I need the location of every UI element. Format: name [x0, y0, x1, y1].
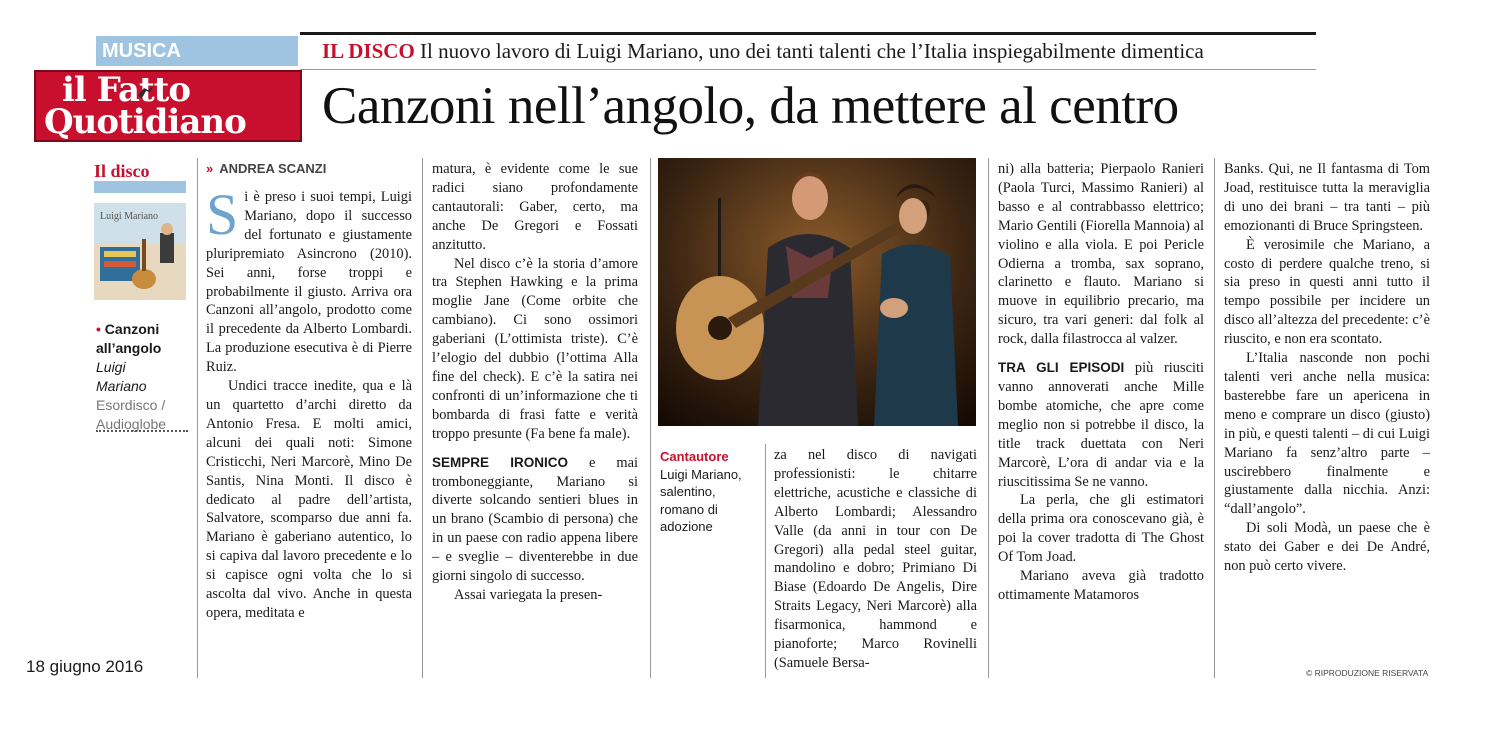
- column-rule: [765, 444, 766, 678]
- crow-icon: [136, 82, 156, 102]
- article-column-1: [206, 182, 412, 623]
- logo-line-2: Quotidiano: [44, 102, 246, 142]
- paragraph-text: più riusciti vanno annoverati anche Mille bombe atomiche, che apre come meglio non si potrebbe il disco, la title track duettata con Neri Marcorè, L’ora di andar via e la riuscitissima Se ne vanno.: [998, 360, 1204, 490]
- paragraph: Di soli Modà, un paese che è stato dei Gaber e dei De André, non può certo vivere.: [1224, 520, 1430, 575]
- byline: [206, 160, 326, 178]
- newspaper-logo: [34, 70, 302, 142]
- article-column-3: [774, 446, 977, 673]
- headline: Canzoni nell’angolo, da mettere al centro: [322, 77, 1179, 135]
- kicker-divider: [300, 69, 1316, 70]
- album-title: [96, 320, 192, 339]
- kicker: [322, 38, 1204, 64]
- article-column-4: [998, 160, 1204, 605]
- column-rule: [1214, 158, 1215, 678]
- album-info: [96, 320, 192, 434]
- publication-date: 18 giugno 2016: [26, 657, 144, 676]
- section-tag: MUSICA: [96, 36, 298, 66]
- copyright-notice: © RIPRODUZIONE RISERVATA: [1306, 668, 1429, 678]
- paragraph: La perla, che gli estimatori della prima ora conoscevano già, è poi la cover tradotta di The Ghost Of Tom Joad.: [998, 492, 1204, 566]
- subhead: TRA GLI EPISODI: [998, 360, 1125, 376]
- sidebar-dotted-rule: [96, 430, 188, 432]
- paragraph: [432, 454, 638, 586]
- column-rule: [650, 158, 651, 678]
- paragraph-text: e mai tromboneggiante, Mariano si diverte solcando sentieri blues in un brano (Scambio di persona) che in un paese con radio appena libere – e sveglie – diventerebbe in due giorni singolo di successo.: [432, 454, 638, 585]
- kicker-label: IL DISCO: [322, 39, 415, 63]
- column-rule: [197, 158, 198, 678]
- article-column-5: [1224, 160, 1430, 576]
- paragraph: L’Italia nasconde non pochi talenti veri anche nella musica: basterebbe fare un apericena in meno e comprare un disco (giusto) in più, e questi talenti – di cui Luigi Mariano fa senz’altro parte – uscirebbero finalmente e giustamente dalla nicchia. Anzi: “dall’angolo”.: [1224, 350, 1430, 518]
- paragraph: ni) alla batteria; Pierpaolo Ranieri (Paola Turci, Massimo Ranieri) al basso e al contrabbasso elettrico; Mario Gentili (Fiorella Mannoia) al violino e alla viola. E poi Pericle Odierna a tromba, sax soprano, clarinetto e flauto. Mariano si muove in equilibrio precario, ma sicuro, tra vari generi: dal folk al rock, dalla filastrocca al valzer.: [998, 161, 1204, 348]
- photo-caption: [660, 448, 760, 536]
- paragraph: È verosimile che Mariano, a costo di perdere qualche treno, si sia preso in questi anni tutto il tempo possibile per incidere un disco all’altezza del precedente: c’è riuscito, e non era scontato.: [1224, 236, 1430, 348]
- album-title-line-2: all’angolo: [96, 340, 162, 356]
- article-column-2: [432, 160, 638, 605]
- concert-photo: [658, 158, 976, 426]
- paragraph: Undici tracce inedite, qua e là un quartetto d’archi diretto da Antonio Fresa. E molti amici, alcuni dei quali noti: Simone Cristicchi, Neri Marcorè, Mino De Santis, Nina Monti. Il disco è dedicato al padre dell’artista, Salvatore, scomparso due anni fa. Mariano è gaberiano autentico, lo si capiva dal lavoro precedente e lo si capisce ogni volta che lo si ascolta dal vivo. Anche in questa opera, meditata e: [206, 378, 412, 621]
- caption-label: Cantautore: [660, 449, 729, 464]
- sidebar-bar: [94, 181, 186, 193]
- subhead: SEMPRE IRONICO: [432, 454, 568, 470]
- top-rule: [300, 32, 1316, 35]
- paragraph: Nel disco c’è la storia d’amore tra Stephen Hawking e la prima moglie Jane (Come orbite che cambiano). Ci sono ossimori gaberiani (L’ottimista triste). C’è l’elogio del dubbio (l’ottima Alla fine del check). E c’è la satira nei confronti di un’informazione che ti bombarda di frasi fatte e verità troppo presunte (Fa bene fa male).: [432, 255, 638, 442]
- paragraph: matura, è evidente come le sue radici siano profondamente cantautorali: Gaber, certo, ma anche De Gregori e Fossati anzitutto.: [432, 161, 638, 253]
- column-rule: [988, 158, 989, 678]
- paragraph: Assai variegata la presen-: [454, 586, 603, 603]
- album-artist-line-1: Luigi: [96, 359, 126, 375]
- album-label-line-1: Esordisco /: [96, 397, 166, 413]
- column-rule: [422, 158, 423, 678]
- byline-arrow: »: [206, 161, 214, 176]
- paragraph: za nel disco di navigati professionisti: le chitarre elettriche, acustiche e classiche di Alberto Lombardi; Alessandro Valle (da anni in tour con De Gregori) alla pedal steel guitar, mandolino e dobro; Primiano Di Biase (Edoardo De Angelis, Dire Straits Legacy, Neri Marcorè) alla fisarmonica, hammond e pianoforte; Marco Rovinelli (Samuele Bersa-: [774, 447, 977, 671]
- sidebar-title: Il disco: [94, 161, 150, 181]
- album-label-line-2: Audioglobe: [96, 416, 167, 432]
- paragraph: Mariano aveva già tradotto ottimamente Matamoros: [998, 568, 1204, 603]
- album-title-line-1: Canzoni: [104, 321, 160, 337]
- caption-text: Luigi Mariano, salentino, romano di adozione: [660, 466, 742, 534]
- album-cover-text: Luigi Mariano: [100, 211, 159, 222]
- album-cover: [94, 203, 186, 300]
- kicker-text: Il nuovo lavoro di Luigi Mariano, uno dei tanti talenti che l’Italia inspiegabilmente dimentica: [420, 39, 1204, 63]
- artist-photo: [658, 158, 976, 426]
- paragraph: [998, 359, 1204, 491]
- paragraph: [206, 182, 412, 377]
- bullet: •: [96, 321, 101, 337]
- paragraph: Banks. Qui, ne Il fantasma di Tom Joad, restituisce tutta la meraviglia di uno dei brani – tra tanti – più emozionanti di Bruce Springsteen.: [1224, 161, 1430, 234]
- drop-cap: S: [206, 182, 239, 247]
- paragraph-text: i è preso i suoi tempi, Luigi Mariano, dopo il successo del fortunato e giustamente pluripremiato Asincrono (2010). Sei anni, forse troppi e probabilmente il giusto. Arriva ora Canzoni all’angolo, prodotto come il precedente da Alberto Lombardi. La produzione esecutiva è di Pierre Ruiz.: [206, 189, 412, 376]
- byline-author: ANDREA SCANZI: [219, 161, 327, 176]
- album-artist-line-2: Mariano: [96, 378, 147, 394]
- logo-line-1: il Fatto: [62, 70, 191, 110]
